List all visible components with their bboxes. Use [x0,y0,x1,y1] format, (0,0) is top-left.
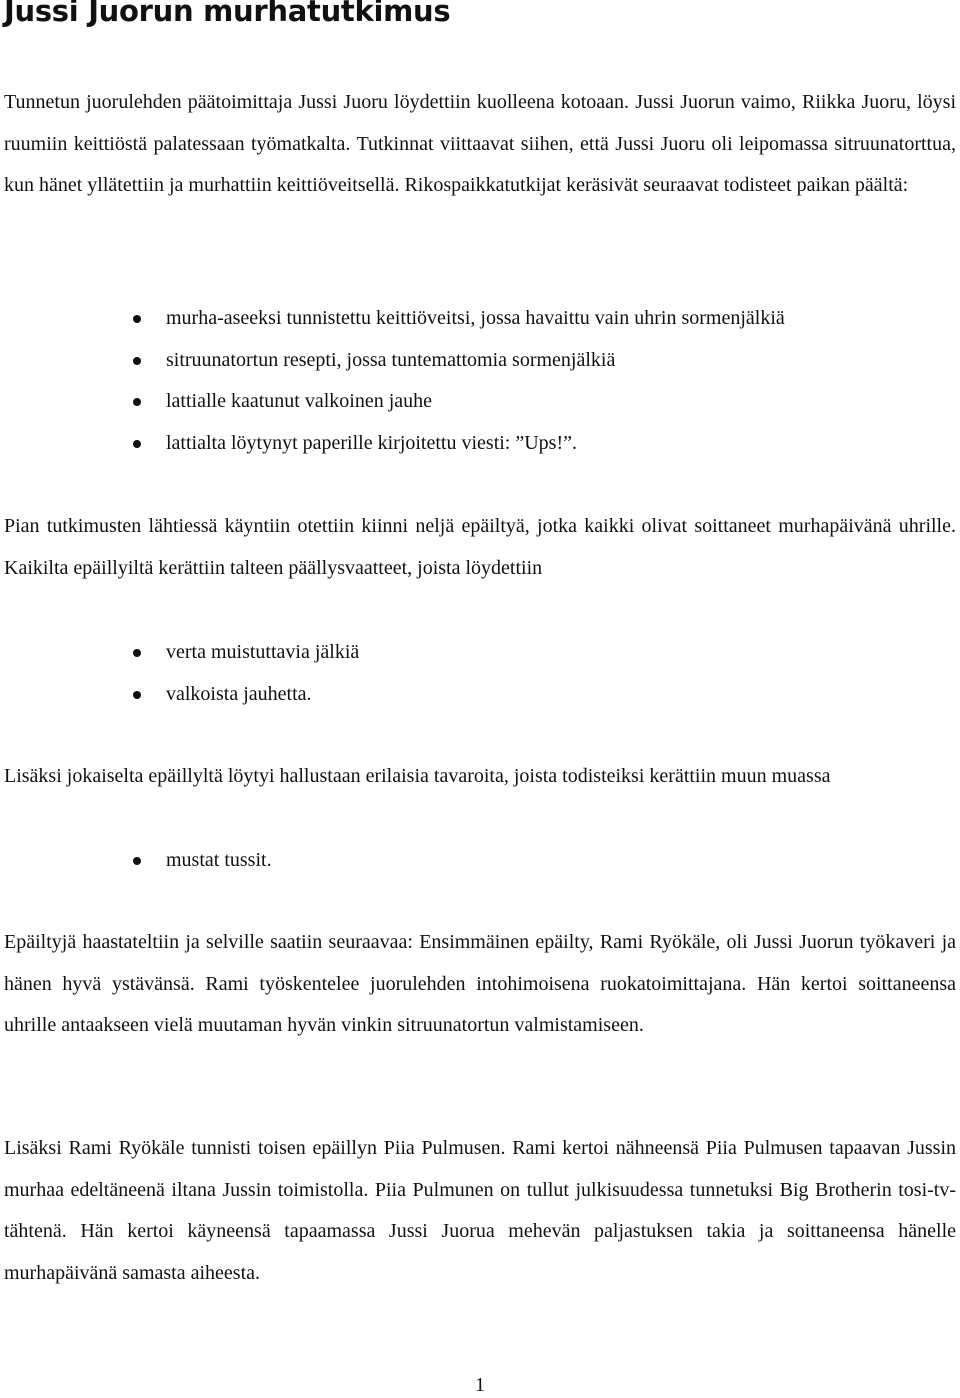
second-suspect-paragraph: Lisäksi Rami Ryökäle tunnisti toisen epäillyn Piia Pulmusen. Rami kertoi nähneensä Piia Pulmusen tapaavan Jussin murhaa edeltäneenä iltana Jussin toimistolla. Piia Pulmunen on tullut julkisuudessa tunnetuksi Big Brotherin tosi-tv-tähtenä. Hän kertoi käyneensä tapaamassa Jussi Juorua mehevän paljastuksen takia ja soittaneensa hänelle murhapäivänä samasta aiheesta. [4,1137,956,1284]
list-item-text: lattialle kaatunut valkoinen jauhe [166,390,433,412]
list-item [4,840,956,882]
list-item [4,632,956,674]
page-number: 1 [475,1374,485,1396]
list-item-text: mustat tussit. [166,849,272,871]
bullet-icon [133,691,141,699]
list-item [4,674,956,716]
bullet-icon [133,857,141,865]
interview-paragraph: Epäiltyjä haastateltiin ja selville saatiin seuraavaa: Ensimmäinen epäilty, Rami Ryökäle, oli Jussi Juorun työkaveri ja hänen hyvä ystävänsä. Rami työskentelee juorulehden intohimoisena ruokatoimittajana. Hän kertoi soittaneensa uhrille antaakseen vielä muutaman hyvän vinkin sitruunatortun valmistamiseen. [4,931,956,1036]
intro-paragraph: Tunnetun juorulehden päätoimittaja Jussi Juoru löydettiin kuolleena kotoaan. Jussi Juorun vaimo, Riikka Juoru, löysi ruumiin keittiöstä palatessaan työmatkalta. Tutkinnat viittaavat siihen, että Jussi Juoru oli leipomassa sitruunatorttua, kun hänet yllätettiin ja murhattiin keittiöveitsellä. Rikospaikkatutkijat keräsivät seuraavat todisteet paikan päältä: [4,91,956,196]
list-item [4,381,956,423]
list-item [4,340,956,382]
clothing-findings-list [4,632,956,715]
list-item [4,423,956,465]
evidence-list [4,298,956,464]
bullet-icon [133,398,141,406]
items-paragraph: Lisäksi jokaiselta epäillyltä löytyi hallustaan erilaisia tavaroita, joista todisteiksi kerättiin muun muassa [4,765,831,787]
list-item-text: murha-aseeksi tunnistettu keittiöveitsi, jossa havaittu vain uhrin sormenjälkiä [166,307,785,329]
bullet-icon [133,315,141,323]
list-item-text: verta muistuttavia jälkiä [166,641,360,663]
list-item-text: sitruunatortun resepti, jossa tuntemattomia sormenjälkiä [166,348,616,371]
bullet-icon [133,649,141,657]
document-title: Jussi Juorun murhatutkimus [4,0,451,28]
list-item-text: valkoista jauhetta. [166,682,312,705]
list-item [4,298,956,340]
bullet-icon [133,440,141,448]
suspects-paragraph: Pian tutkimusten lähtiessä käyntiin otettiin kiinni neljä epäiltyä, jotka kaikki olivat soittaneet murhapäivänä uhrille. Kaikilta epäillyiltä kerättiin talteen päällysvaatteet, joista löydettiin [4,515,956,579]
items-found-list [4,840,956,882]
list-item-text: lattialta löytynyt paperille kirjoitettu viesti: ”Ups!”. [166,431,578,454]
bullet-icon [133,357,141,365]
